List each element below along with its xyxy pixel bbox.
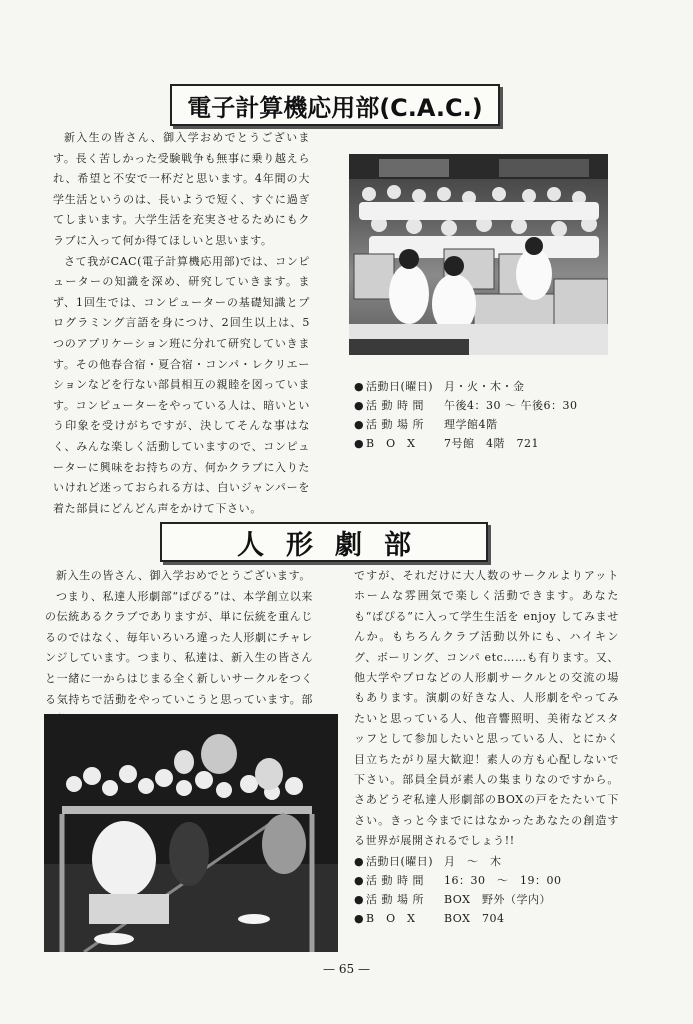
- info-row: [354, 852, 562, 871]
- cac-paragraph: 新入生の皆さん、御入学おめでとうございます。長く苦しかった受験戦争も無事に乗り越えられ、希望と不安で一杯だと思います。4年間の大学生活というのは、長いようで短く、すぐに過ぎてしまいます。大学生活を充実させるためにもクラブに入って何か得てほしいと思います。: [53, 131, 310, 247]
- info-label: 活 動 場 所: [366, 893, 424, 906]
- puppet-section-title: 人形劇部: [160, 522, 488, 562]
- bullet-icon: ●: [354, 874, 365, 887]
- puppet-stage-photo-illustration: [44, 714, 338, 952]
- info-value: 7号館 4階 721: [444, 437, 539, 450]
- info-row: [354, 415, 577, 434]
- info-label: 活 動 場 所: [366, 418, 424, 431]
- info-value: 午後4：30 〜 午後6：30: [444, 399, 578, 412]
- bullet-icon: ●: [354, 380, 365, 393]
- cac-body-text: [53, 128, 310, 519]
- info-label: 活 動 時 間: [366, 399, 424, 412]
- info-label: B O X: [366, 437, 416, 450]
- bullet-icon: ●: [354, 893, 365, 906]
- bullet-icon: ●: [354, 912, 365, 925]
- cac-club-photo: [349, 154, 608, 355]
- cac-info-list: [354, 377, 577, 453]
- cac-section-title: 電子計算機応用部(C.A.C.): [170, 84, 500, 126]
- puppet-paragraph: ですが、それだけに大人数のサークルよりアットホームな雰囲気で楽しく活動できます。あなたも“ぱぴる”に入って学生生活を enjoy してみませんか。もちろんクラブ活動以外にも、ハイキング、ボーリング、コンパ etc……も有ります。又、他大学やプロなどの人形劇サークルとの交流の場もあります。演劇の好きな人、人形劇をやってみたいと思っている人、他音響照明、美術などスタッフとして参加したいと思っている人、とにかく目立ちたがり屋大歓迎！素人の方も心配しないで下さい。部員全員が素人の集まりなのですから。さあどうぞ私達人形劇部のBOXの戸をたたいて下さい。きっと今までにはなかったあなたの創造する世界が展開されるでしょう!!: [354, 569, 619, 848]
- bullet-icon: ●: [354, 399, 365, 412]
- puppet-paragraph: つまり、私達人形劇部“ぱぴる”は、本学創立以来の伝統あるクラブでありますが、単に伝統を重んじるのではなく、毎年いろいろ違った人形劇にチャレンジしています。つまり、私達は、新入生の皆さんと一緒に一からはじまる全く新しいサークルをつくる気持ちで活動をやっていこうと思っています。部: [45, 589, 313, 706]
- puppet-club-photo: [44, 714, 338, 952]
- info-row: [354, 434, 577, 453]
- info-value: BOX 704: [444, 912, 505, 925]
- info-value: 理学館4階: [444, 418, 498, 431]
- info-label: 活 動 時 間: [366, 874, 424, 887]
- puppet-info-list: [354, 852, 562, 928]
- info-row: [354, 909, 562, 928]
- bullet-icon: ●: [354, 855, 365, 868]
- computer-room-photo-illustration: [349, 154, 608, 355]
- puppet-paragraph: 新入生の皆さん、御入学おめでとうございます。: [56, 569, 311, 582]
- info-value: 月 〜 木: [444, 855, 502, 868]
- info-row: [354, 871, 562, 890]
- page-number: — 65 —: [323, 962, 370, 976]
- info-label: 活動日(曜日): [366, 380, 434, 393]
- info-label: 活動日(曜日): [366, 855, 434, 868]
- info-row: [354, 396, 577, 415]
- info-value: 月・火・木・金: [444, 380, 525, 393]
- bullet-icon: ●: [354, 418, 365, 431]
- bullet-icon: ●: [354, 437, 365, 450]
- puppet-body-text-left: [45, 566, 313, 731]
- info-value: BOX 野外（学内）: [444, 893, 551, 906]
- puppet-body-text-right: [354, 566, 619, 852]
- info-label: B O X: [366, 912, 416, 925]
- info-row: [354, 890, 562, 909]
- info-row: [354, 377, 577, 396]
- info-value: 16：30 〜 19：00: [444, 874, 562, 887]
- cac-paragraph: さて我がCAC(電子計算機応用部)では、コンピューターの知識を深め、研究していきます。まず、1回生では、コンピューターの基礎知識とプログラミング言語を身につけ、2回生以上は、5つのアプリケーション班に分れて研究していきます。その他春合宿・夏合宿・コンパ・レクリエーションなどを行ない部員相互の親睦を図っています。コンピューターをやっている人は、暗いという印象を受けがちですが、決してそんな事はなく、みんな楽しく活動していますので、コンピューターに興味をお持ちの方、何かクラブに入りたいけれど迷っておられる方は、白いジャンパーを着た部員にどんどん声をかけて下さい。: [53, 254, 310, 515]
